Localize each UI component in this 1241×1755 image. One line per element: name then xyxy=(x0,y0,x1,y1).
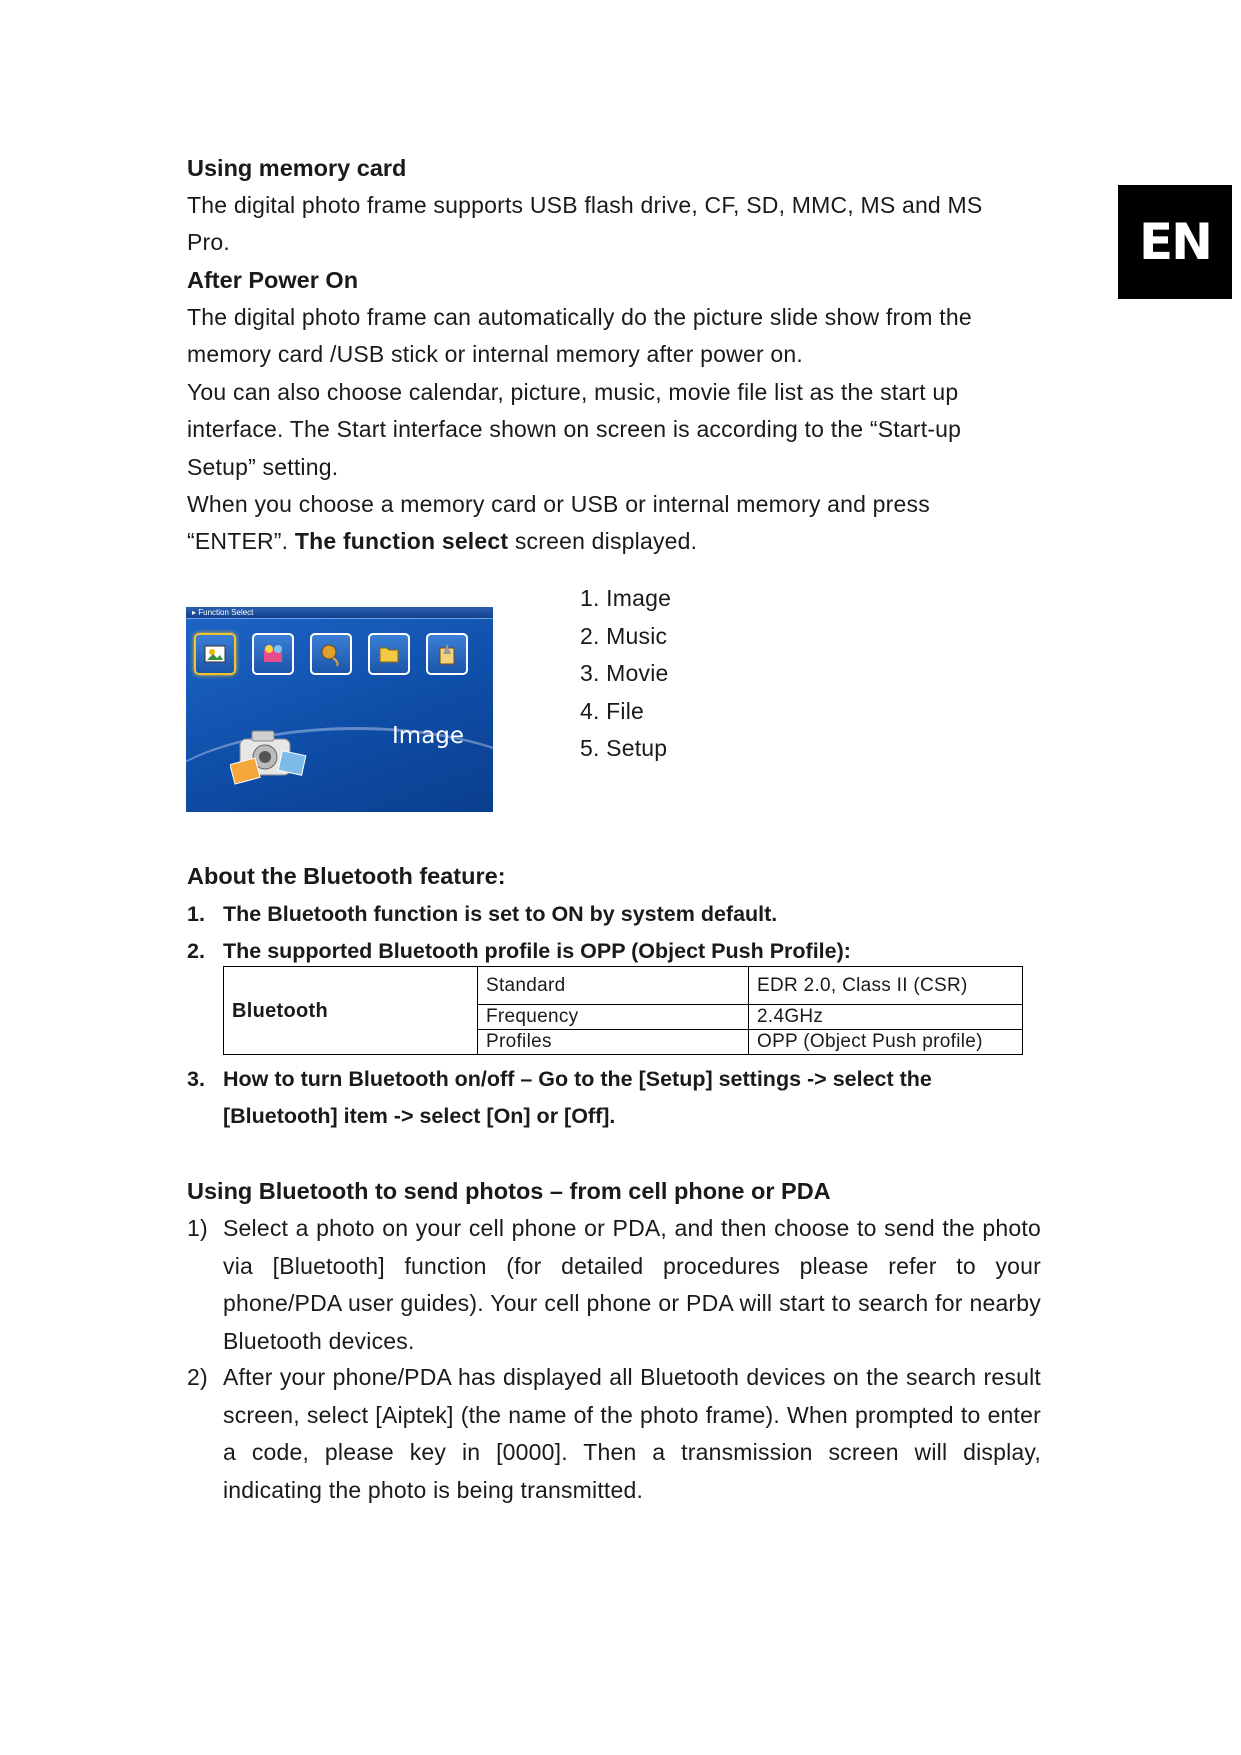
power-on-line: interface. The Start interface shown on screen is according to the “Start-up xyxy=(187,416,962,442)
screenshot-label: Image xyxy=(392,723,465,749)
bluetooth-item-1: The Bluetooth function is set to ON by system default. xyxy=(223,902,778,926)
setup-function-icon xyxy=(426,633,468,675)
table-cell: 2.4GHz xyxy=(749,1005,1023,1030)
send-step-1-num: 1) xyxy=(187,1215,208,1241)
send-photos-heading: Using Bluetooth to send photos – from cell phone or PDA xyxy=(187,1178,831,1204)
power-on-line: memory card /USB stick or internal memory after power on. xyxy=(187,341,803,367)
power-on-last-line xyxy=(187,523,697,561)
send-step-2-text: After your phone/PDA has displayed all Bluetooth devices on the search result screen, select [Aiptek] (the name of the photo frame). When prompted to enter a code, please key in [0000]. Then a transmission screen will display, indicating the photo is being transmitted. xyxy=(223,1364,1041,1503)
movie-function-icon xyxy=(310,633,352,675)
table-cell: Standard xyxy=(478,967,749,1005)
bluetooth-item-2: The supported Bluetooth profile is OPP (Object Push Profile): xyxy=(223,939,851,963)
language-tab-en: EN xyxy=(1118,185,1232,299)
send-step-1-text: Select a photo on your cell phone or PDA, and then choose to send the photo via [Bluetooth] function (for detailed procedures please refer to your phone/PDA user guides). Your cell phone or PDA will start to search for nearby Bluetooth devices. xyxy=(223,1215,1041,1354)
power-on-line: When you choose a memory card or USB or internal memory and press xyxy=(187,491,930,517)
function-list xyxy=(580,580,671,768)
file-function-icon xyxy=(368,633,410,675)
function-list-item: 5. Setup xyxy=(580,735,668,761)
table-cell: OPP (Object Push profile) xyxy=(749,1030,1023,1055)
bluetooth-item-3-num: 3. xyxy=(187,1067,205,1091)
function-select-screenshot xyxy=(186,607,493,812)
image-function-icon xyxy=(194,633,236,675)
bluetooth-item-1-num: 1. xyxy=(187,902,205,926)
enter-key-text: “ENTER”. xyxy=(187,528,295,554)
bluetooth-item-3-line2: [Bluetooth] item -> select [On] or [Off]. xyxy=(223,1104,616,1128)
memory-card-text-line1: The digital photo frame supports USB flash drive, CF, SD, MMC, MS and MS xyxy=(187,192,983,218)
memory-card-text-line2: Pro. xyxy=(187,229,230,255)
bluetooth-heading: About the Bluetooth feature: xyxy=(187,863,506,889)
screenshot-title: Function Select xyxy=(198,608,254,617)
camera-icon xyxy=(230,709,310,794)
power-on-line: You can also choose calendar, picture, music, movie file list as the start up xyxy=(187,379,959,405)
function-list-item: 2. Music xyxy=(580,622,668,649)
power-on-line: The digital photo frame can automatically do the picture slide show from the xyxy=(187,304,972,330)
send-step-2-num: 2) xyxy=(187,1364,208,1390)
table-cell: EDR 2.0, Class II (CSR) xyxy=(749,967,1023,1005)
function-list-item: 1. Image xyxy=(580,585,672,611)
power-on-line: Setup” setting. xyxy=(187,454,339,480)
bluetooth-item-3-line1: How to turn Bluetooth on/off – Go to the [Setup] settings -> select the xyxy=(223,1067,932,1091)
function-list-item: 3. Movie xyxy=(580,660,669,686)
bluetooth-spec-table xyxy=(223,966,1023,1055)
table-row xyxy=(224,967,1023,1005)
screenshot-icon-row xyxy=(194,633,468,675)
table-cell: Frequency xyxy=(478,1005,749,1030)
music-function-icon xyxy=(252,633,294,675)
table-label-cell: Bluetooth xyxy=(224,967,478,1055)
memory-card-heading: Using memory card xyxy=(187,155,407,181)
function-list-item: 4. File xyxy=(580,697,645,724)
power-on-heading: After Power On xyxy=(187,267,359,293)
screen-displayed-text: screen displayed. xyxy=(508,528,698,554)
table-cell: Profiles xyxy=(478,1030,749,1055)
bluetooth-item-2-num: 2. xyxy=(187,939,205,963)
function-select-bold: The function select xyxy=(294,528,509,554)
screenshot-title-bar: ▸ Function Select xyxy=(186,607,493,619)
